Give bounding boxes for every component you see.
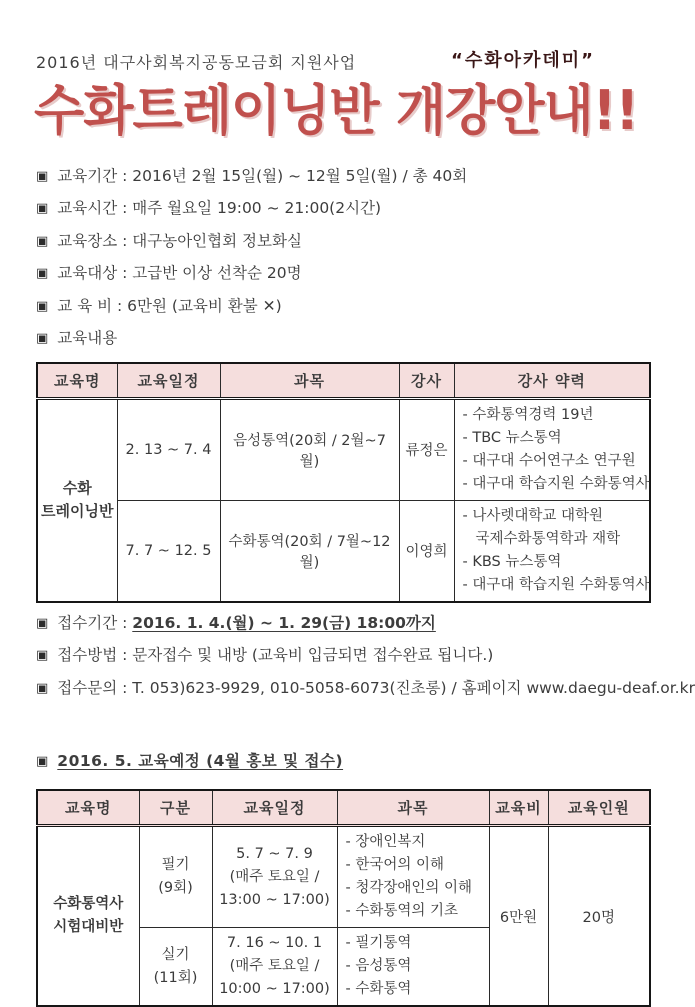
bio-line: - 대구대 학습지원 수화통역사	[462, 576, 650, 593]
subject-line: - 장애인복지	[345, 834, 426, 851]
t2-header-type: 구분	[139, 790, 212, 826]
info-value: 매주 월요일 19:00 ~ 21:00(2시간)	[132, 199, 382, 218]
exam-prep-table	[36, 789, 651, 1007]
apply-label: 접수문의	[57, 678, 118, 697]
info-value: 대구농아인협회 정보화실	[132, 231, 302, 250]
info-item-period	[36, 161, 651, 194]
bio-line: - TBC 뉴스통역	[462, 429, 562, 446]
schedule-line: 13:00 ~ 17:00)	[219, 891, 330, 908]
top-header	[36, 46, 651, 73]
square-bullet-icon: ▣	[36, 266, 49, 282]
info-item-target	[36, 258, 651, 291]
info-item-fee	[36, 291, 651, 324]
section2-heading-text: 2016. 5. 교육예정 (4월 홍보 및 접수)	[57, 752, 344, 771]
t1-row0-teacher: 류정은	[399, 398, 454, 500]
class-name-line: 수화통역사	[53, 896, 124, 913]
subject-line: - 필기통역	[345, 935, 412, 952]
table-header-row	[37, 790, 650, 826]
info-item-place	[36, 226, 651, 259]
schedule-line: 7. 16 ~ 10. 1	[226, 935, 323, 952]
apply-item-method	[36, 640, 651, 673]
info-separator: :	[112, 296, 128, 315]
apply-method-value: 문자접수 및 내방 (교육비 입금되면 접수완료 됩니다.)	[132, 646, 494, 665]
subject-line: - 한국어의 이해	[345, 857, 444, 874]
subject-line: - 수화통역	[345, 981, 412, 998]
bio-line: - 나사렛대학교 대학원	[462, 507, 604, 524]
apply-info-list	[36, 608, 695, 706]
square-bullet-icon: ▣	[36, 201, 49, 217]
info-label: 교육시간	[57, 199, 118, 218]
info-item-time	[36, 193, 651, 226]
square-bullet-icon: ▣	[36, 680, 49, 696]
schedule-line: 5. 7 ~ 7. 9	[236, 845, 313, 862]
t1-header-subject: 과목	[220, 363, 399, 399]
t2-row1-type	[139, 928, 212, 1007]
t1-row0-subject: 음성통역(20회 / 2월~7월)	[220, 398, 399, 500]
section2-heading	[36, 747, 651, 777]
table-row	[37, 500, 650, 602]
subject-line: - 음성통역	[345, 958, 412, 975]
square-bullet-icon: ▣	[36, 298, 49, 314]
info-label: 교육기간	[57, 166, 118, 185]
info-separator: :	[117, 166, 133, 185]
info-label: 교육내용	[57, 329, 118, 348]
square-bullet-icon: ▣	[36, 648, 49, 664]
apply-label: 접수방법	[57, 646, 118, 665]
apply-separator: :	[117, 613, 133, 632]
type-line: (9회)	[158, 880, 193, 897]
t2-row1-schedule	[212, 928, 337, 1007]
t1-row1-schedule: 7. 7 ~ 12. 5	[117, 500, 220, 602]
t2-class-name-cell	[37, 826, 139, 1007]
t1-class-name-cell	[37, 398, 117, 602]
apply-separator: :	[117, 646, 133, 665]
schedule-line: (매주 토요일 /	[229, 868, 320, 885]
square-bullet-icon: ▣	[36, 331, 49, 347]
subject-line: - 수화통역의 기초	[345, 903, 458, 920]
info-label: 교육장소	[57, 231, 118, 250]
bio-line: - KBS 뉴스통역	[462, 553, 562, 570]
t1-row0-bio	[454, 398, 650, 500]
info-list	[36, 161, 651, 356]
table-row	[37, 826, 650, 928]
square-bullet-icon: ▣	[36, 754, 49, 770]
page-title: 수화트레이닝반 개강안내!!	[34, 79, 639, 143]
apply-item-period	[36, 608, 651, 641]
t2-header-fee: 교육비	[489, 790, 548, 826]
schedule-line: (매주 토요일 /	[229, 958, 320, 975]
info-separator: :	[117, 231, 133, 250]
t1-row1-teacher: 이영희	[399, 500, 454, 602]
apply-label: 접수기간	[57, 613, 118, 632]
schedule-line: 10:00 ~ 17:00)	[219, 981, 330, 998]
type-line: 실기	[161, 946, 190, 963]
t2-row1-subjects	[337, 928, 489, 1007]
apply-item-contact	[36, 673, 695, 706]
apply-separator: :	[117, 678, 133, 697]
sponsor-subtitle: 2016년 대구사회복지공동모금회 지원사업	[36, 53, 357, 72]
info-value: 고급반 이상 선착순 20명	[132, 264, 302, 283]
t1-row0-schedule: 2. 13 ~ 7. 4	[117, 398, 220, 500]
t2-fee-cell: 6만원	[489, 826, 548, 1007]
square-bullet-icon: ▣	[36, 168, 49, 184]
t1-header-class-name: 교육명	[37, 363, 117, 399]
info-item-content	[36, 323, 651, 356]
class-name-line: 시험대비반	[53, 919, 124, 936]
info-value: 6만원 (교육비 환불 ✕)	[127, 296, 282, 315]
t1-header-bio: 강사 약력	[454, 363, 650, 399]
t1-row1-subject: 수화통역(20회 / 7월~12월)	[220, 500, 399, 602]
subject-line: - 청각장애인의 이해	[345, 880, 473, 897]
bio-line: - 대구대 학습지원 수화통역사	[462, 475, 650, 492]
bio-line: - 대구대 수어연구소 연구원	[462, 452, 636, 469]
type-line: (11회)	[153, 969, 198, 986]
t1-header-teacher: 강사	[399, 363, 454, 399]
t2-header-schedule: 교육일정	[212, 790, 337, 826]
info-value: 2016년 2월 15일(월) ~ 12월 5일(월) / 총 40회	[132, 166, 468, 185]
info-label: 교육대상	[57, 264, 118, 283]
t2-header-subject: 과목	[337, 790, 489, 826]
info-separator: :	[117, 264, 133, 283]
table-header-row	[37, 363, 650, 399]
class-name-line: 트레이닝반	[41, 502, 114, 521]
info-label: 교 육 비	[57, 296, 113, 315]
apply-deadline-value: 2016. 1. 4.(월) ~ 1. 29(금) 18:00까지	[132, 613, 436, 632]
t1-header-schedule: 교육일정	[117, 363, 220, 399]
bio-line: - 수화통역경력 19년	[462, 406, 594, 423]
square-bullet-icon: ▣	[36, 233, 49, 249]
info-separator: :	[117, 199, 133, 218]
class-name-line: 수화	[62, 479, 92, 498]
bio-line: 국제수화통역학과 재학	[475, 530, 621, 547]
apply-contact-value: T. 053)623-9929, 010-5058-6073(진초롱) / 홈페이지 www.daegu-deaf.or.kr	[132, 678, 695, 697]
t2-capacity-cell: 20명	[548, 826, 650, 1007]
type-line: 필기	[161, 857, 190, 874]
t2-row0-subjects	[337, 826, 489, 928]
t1-row1-bio	[454, 500, 650, 602]
table-row	[37, 398, 650, 500]
t2-row0-schedule	[212, 826, 337, 928]
t2-header-class-name: 교육명	[37, 790, 139, 826]
academy-quote: “수화아카데미”	[451, 50, 595, 71]
t2-row0-type	[139, 826, 212, 928]
square-bullet-icon: ▣	[36, 615, 49, 631]
training-class-table	[36, 362, 651, 603]
t2-header-capacity: 교육인원	[548, 790, 650, 826]
